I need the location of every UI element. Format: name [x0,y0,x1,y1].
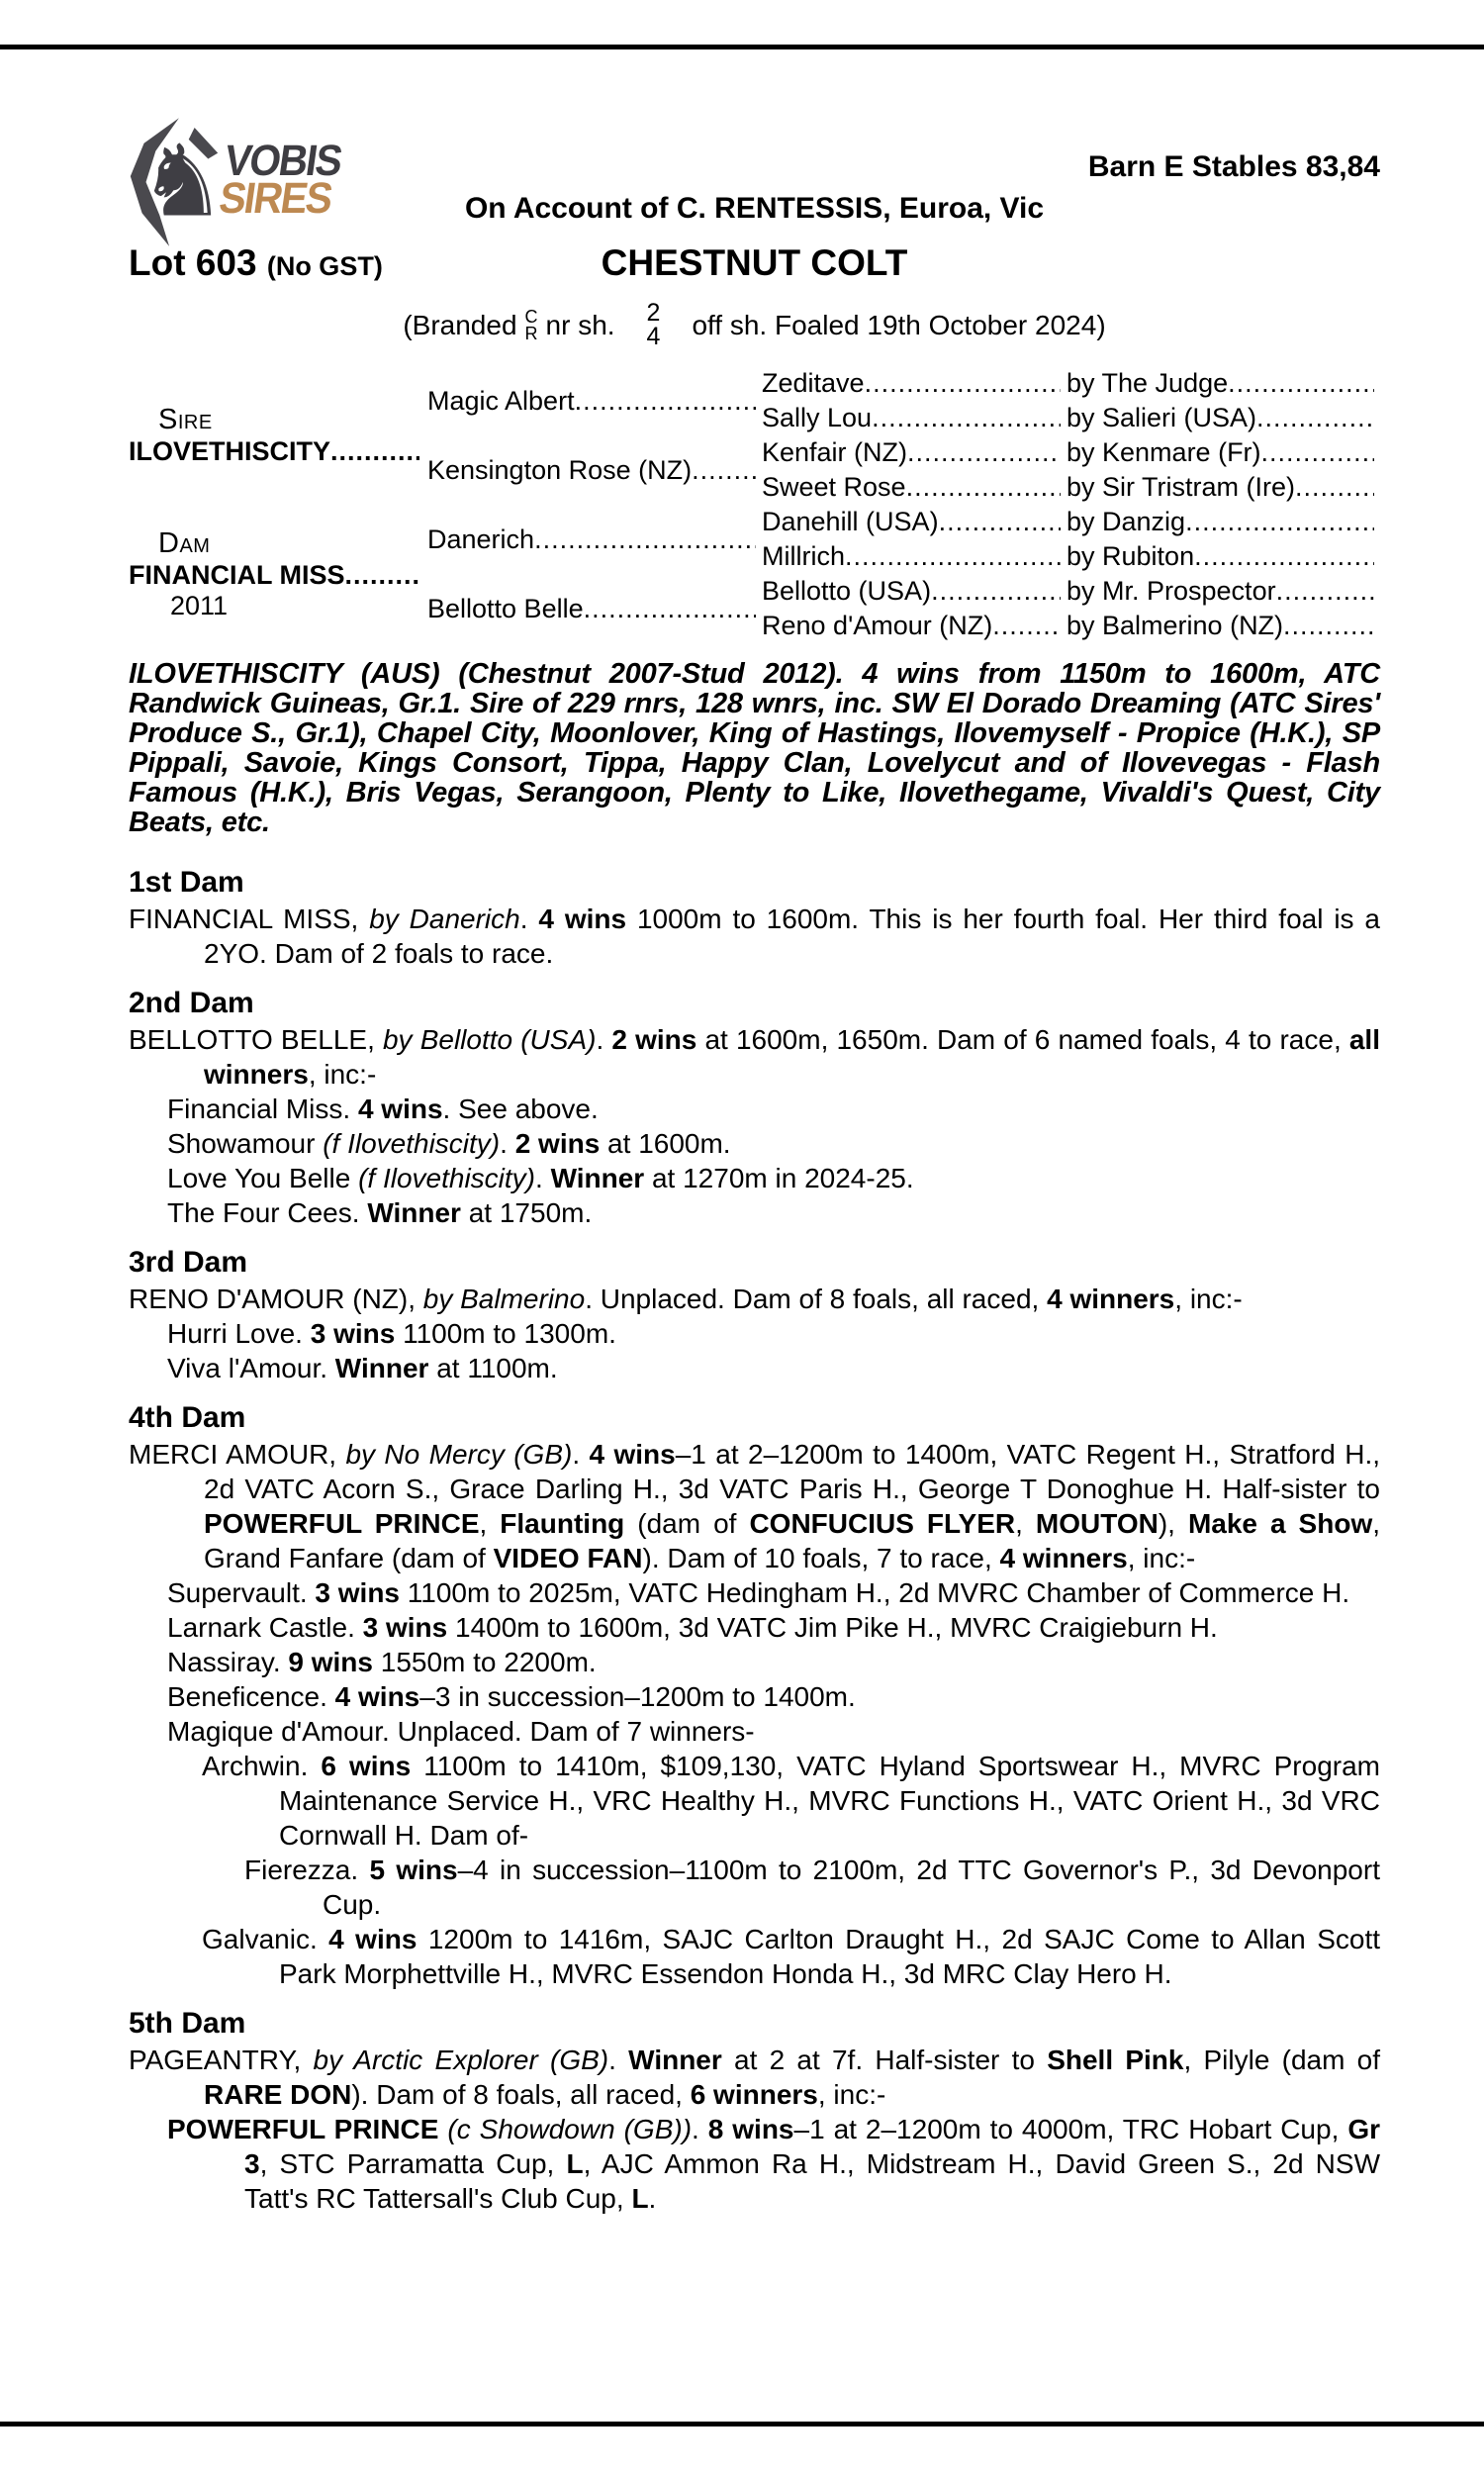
page-title: CHESTNUT COLT [601,242,908,283]
text-run: Magique d'Amour. Unplaced. Dam of 7 winners- [167,1716,755,1747]
gen3-ancestor [762,435,1067,470]
logo-wordmark [216,137,344,223]
text-run: –4 in succession–1100m to 2100m, 2d TTC Governor's P., 3d Devonport Cup. [323,1855,1380,1920]
ancestor-name: Bellotto Belle [427,593,584,623]
dam-name: FINANCIAL MISS ..... [129,560,419,591]
pedigree-table [129,366,1380,643]
ancestor-name: Zeditave [762,368,865,398]
text-run: FINANCIAL MISS, [129,904,370,934]
leader-dots [1185,507,1374,537]
text-run: . [572,1439,590,1470]
text-run: Gr 3 [244,2114,1380,2179]
text-run: 4 wins [334,1681,420,1712]
pedigree-paragraph [129,1679,1380,1714]
ancestor-name: by Sir Tristram (Ire) [1067,472,1296,502]
lot-title-row [129,241,1380,287]
leader-dots [1256,403,1374,433]
text-run: CONFUCIUS FLYER [749,1508,1016,1539]
text-run: –1 at 2–1200m to 1400m, VATC Regent H., Stratford H., 2d VATC Acorn S., Grace Darling H., 3d VATC Paris H., George T Donoghue H. Half-sister to [204,1439,1380,1504]
gen2-ancestor [427,366,762,435]
text-run: 1100m to 2025m, VATC Hedingham H., 2d MVRC Chamber of Commerce H. [400,1577,1350,1608]
brand-mid: nr sh. [545,310,615,340]
text-run: POWERFUL PRINCE [167,2114,448,2144]
ancestor-name: by Balmerino (NZ) [1067,611,1284,640]
text-run: . [535,1163,551,1193]
gen3-ancestor [762,609,1067,643]
dam-year: 2011 [170,590,229,620]
text-run: , inc:- [308,1059,377,1090]
text-run: . [500,1128,515,1159]
gen3-sire-of [1067,366,1380,401]
gen2-ancestor [427,505,762,574]
ancestor-name: by Rubiton [1067,541,1195,571]
text-run: Showamour [167,1128,324,1159]
dam-section-heading: 1st Dam [129,866,244,899]
horse-and-jockey-icon [121,113,228,253]
pedigree-paragraph [129,1126,1380,1161]
gen3-ancestor [762,539,1067,574]
text-run: all winners [204,1024,1380,1090]
text-run: 4 winners [1047,1284,1175,1314]
dam-section [129,987,1380,1230]
text-run: at 1600m, 1650m. Dam of 6 named foals, 4 to race, [696,1024,1349,1055]
ancestor-name: by Mr. Prospector [1067,576,1276,606]
brand-line [129,295,1380,356]
text-run: Winner [367,1197,461,1228]
text-run: . [596,1024,612,1055]
brand-suffix: off sh. Foaled 19th October 2024) [692,310,1106,340]
text-run: (f Ilovethiscity) [358,1163,535,1193]
text-run: –1 at 2–1200m to 4000m, TRC Hobart Cup, [793,2114,1348,2144]
gen3-sire-of [1067,505,1380,539]
text-run: 6 wins [321,1751,412,1781]
near-shoulder-brand: C R [524,306,538,343]
text-run: , Pilyle (dam of [1183,2045,1380,2075]
text-run: Love You Belle [167,1163,359,1193]
dam-section [129,866,1380,971]
text-run: Make a Show [1187,1508,1373,1539]
gen3-ancestor [762,505,1067,539]
sire-label: Sire [158,404,213,435]
text-run: . Unplaced. Dam of 8 foals, all raced, [585,1284,1048,1314]
leader-dots [692,455,756,486]
text-run: 2 wins [611,1024,697,1055]
leader-dots [872,403,1061,433]
logo-line2: SIRES [216,174,334,223]
pedigree-paragraph [129,1316,1380,1351]
text-run: 1100m to 1300m. [395,1318,616,1349]
text-run: , STC Parramatta Cup, [259,2148,567,2179]
text-run: ). Dam of 8 foals, all raced, [351,2079,691,2110]
text-run: 6 winners [690,2079,818,2110]
pedigree-paragraph [129,1575,1380,1610]
off-shoulder-brand: 2 4 [646,299,661,350]
sire-block [129,366,427,505]
leader-dots [939,507,1061,537]
brand-prefix: (Branded [403,310,517,340]
dam-section-heading: 5th Dam [129,2007,246,2040]
ancestor-name: Kenfair (NZ) [762,437,908,467]
pedigree-paragraph [129,1195,1380,1230]
dam-section [129,1246,1380,1385]
leader-dots [575,386,756,417]
text-run: 4 winners [999,1543,1128,1573]
gen3-sire-of [1067,435,1380,470]
pedigree-paragraph [129,1853,1380,1922]
text-run: ), [1158,1508,1188,1539]
text-run: 1550m to 2200m. [372,1647,597,1677]
text-run: Supervault. [167,1577,316,1608]
ancestor-name: Sweet Rose [762,472,906,502]
dam-section [129,2007,1380,2216]
text-run: Hurri Love. [167,1318,311,1349]
text-run: by Danerich [369,904,520,934]
gen3-sire-of [1067,401,1380,435]
text-run: (c Showdown (GB)) [447,2114,693,2144]
ancestor-name: by Danzig [1067,507,1186,536]
text-run: 1400m to 1600m, 3d VATC Jim Pike H., MVRC Craigieburn H. [447,1612,1218,1643]
lot-label: Lot 603 [129,242,257,283]
text-run: The Four Cees. [167,1197,368,1228]
text-run: Viva l'Amour. [167,1353,335,1383]
text-run: , inc:- [1174,1284,1243,1314]
text-run: POWERFUL PRINCE [204,1508,480,1539]
text-run: PAGEANTRY, [129,2045,314,2075]
gen3-sire-of [1067,609,1380,643]
text-run: at 1600m. [600,1128,731,1159]
sire-name: ILOVETHISCITY ..... [129,436,419,467]
gen3-sire-of [1067,470,1380,505]
text-run: 4 wins [328,1924,417,1954]
text-run: by Balmerino [422,1284,586,1314]
text-run: . [648,2183,657,2214]
dam-section [129,1401,1380,1991]
text-run: at 1750m. [460,1197,593,1228]
text-run: RARE DON [204,2079,352,2110]
text-run: ILOVETHISCITY (AUS) (Chestnut 2007-Stud 2012). 4 wins from 1150m to 1600m, ATC Randwick Guineas, Gr.1. Sire of 229 rnrs, 128 wnrs, inc. SW El Dorado Dreaming (ATC Sires' Produce S., Gr.1), Chapel City, Moonlover, King of Hastings, Ilovemyself - Propice (H.K.), SP Pippali, Savoie, Kings Consort, Tippa, Happy Clan, Lovelycut and of Ilovevegas - Flash Famous (H.K.), Bris Vegas, Serangoon, Plenty to Like, Ilovethegame, Vivaldi's Quest, City Beats, etc. [129,658,1380,838]
text-run: . [519,904,539,934]
text-run: , inc:- [1127,1543,1196,1573]
leader-dots [1283,611,1374,641]
text-run: (f Ilovethiscity) [323,1128,501,1159]
text-run: Shell Pink [1047,2045,1184,2075]
text-run: by Bellotto (USA) [382,1024,597,1055]
pedigree-paragraph [129,1714,1380,1749]
pedigree-paragraph [129,1282,1380,1316]
gen3-ancestor [762,401,1067,435]
ancestor-name: Reno d'Amour (NZ) [762,611,993,640]
text-run: 3 wins [310,1318,396,1349]
dam-section-heading: 3rd Dam [129,1246,248,1279]
text-run: at 2 at 7f. Half-sister to [721,2045,1048,2075]
pedigree-paragraph [129,1022,1380,1092]
text-run: Winner [550,1163,645,1193]
text-run: 1000m to 1600m. This is her fourth foal. Her third foal is a 2YO. Dam of 2 foals to race. [204,904,1380,969]
text-run: . [692,2114,708,2144]
page-content [129,49,1380,2216]
text-run: 1100m to 1410m, $109,130, VATC Hyland Sportswear H., MVRC Program Maintenance Service H., VRC Healthy H., MVRC Functions H., VATC Orient H., 3d VRC Cornwall H. Dam of- [279,1751,1380,1851]
lot-header [129,49,1380,356]
leader-dots [1228,368,1374,399]
pedigree-paragraph [129,1922,1380,1991]
text-run: 3 wins [362,1612,448,1643]
ancestor-name: Bellotto (USA) [762,576,932,606]
text-run: Galvanic. [202,1924,329,1954]
text-run: BELLOTTO BELLE, [129,1024,383,1055]
text-run: by Arctic Explorer (GB) [313,2045,609,2075]
text-run: ). Dam of 10 foals, 7 to race, [642,1543,1000,1573]
ancestor-name: Millrich [762,541,845,571]
text-run: , inc:- [817,2079,886,2110]
logo-line1: VOBIS [221,137,344,185]
text-run: 3 wins [315,1577,401,1608]
text-run: Archwin. [202,1751,322,1781]
text-run: , Grand Fanfare (dam of [204,1508,1381,1573]
leader-dots [1194,541,1374,572]
text-run: (dam of [624,1508,750,1539]
text-run: . [608,2045,629,2075]
text-run: . See above. [442,1094,599,1124]
leader-dots [865,368,1061,399]
dam-block [129,505,427,643]
leader-dots [330,436,419,467]
ancestor-name: Kensington Rose (NZ) [427,454,693,485]
text-run: Financial Miss. [167,1094,358,1124]
vobis-sires-logo [121,113,348,256]
dam-section-heading: 2nd Dam [129,987,254,1019]
text-run: Beneficence. [167,1681,335,1712]
text-run: 4 wins [538,904,627,934]
text-run: Fierezza. [244,1855,370,1885]
leader-dots [1276,576,1374,607]
leader-dots [1295,472,1374,503]
text-run: at 1270m in 2024-25. [644,1163,914,1193]
pedigree-paragraph [129,1645,1380,1679]
text-run: 5 wins [369,1855,458,1885]
pedigree-paragraph [129,1351,1380,1385]
pedigree-paragraph [129,902,1380,971]
text-run: 1200m to 1416m, SAJC Carlton Draught H., 2d SAJC Come to Allan Scott Park Morphettville H., MVRC Essendon Honda H., 3d MRC Clay Hero H. [279,1924,1381,1989]
text-run: Flaunting [500,1508,625,1539]
leader-dots [345,560,419,591]
pedigree-paragraph [129,1610,1380,1645]
ancestor-name: by The Judge [1067,368,1229,398]
text-run: –3 in succession–1200m to 1400m. [419,1681,856,1712]
text-run: Nassiray. [167,1647,289,1677]
leader-dots [931,576,1061,607]
gen3-ancestor [762,366,1067,401]
text-run: MERCI AMOUR, [129,1439,346,1470]
text-run: 2 wins [514,1128,601,1159]
gen3-sire-of [1067,539,1380,574]
no-gst-label: (No GST) [266,251,383,281]
gen3-sire-of [1067,574,1380,609]
text-run: , AJC Ammon Ra H., Midstream H., David Green S., 2d NSW Tatt's RC Tattersall's Club Cup, [244,2148,1380,2214]
gen3-ancestor [762,574,1067,609]
text-run: Winner [334,1353,429,1383]
bottom-rule [0,2422,1484,2426]
text-run: , [1015,1508,1036,1539]
text-run: Larnark Castle. [167,1612,363,1643]
leader-dots [1261,437,1374,468]
account-of: On Account of C. RENTESSIS, Euroa, Vic [464,192,1045,225]
ancestor-name: Sally Lou [762,403,873,432]
ancestor-name: Danehill (USA) [762,507,939,536]
text-run: 4 wins [357,1094,443,1124]
text-run: 9 wins [288,1647,373,1677]
pedigree-paragraph [129,1092,1380,1126]
leader-dots [845,541,1061,572]
text-run: RENO D'AMOUR (NZ), [129,1284,423,1314]
text-run: MOUTON [1035,1508,1159,1539]
text-run: 8 wins [707,2114,794,2144]
leader-dots [906,472,1061,503]
text-run: VIDEO FAN [493,1543,643,1573]
ancestor-name: Danerich [427,523,535,554]
leader-dots [992,611,1061,641]
sire-blurb [129,659,1380,837]
leader-dots [907,437,1061,468]
ancestor-name: by Kenmare (Fr) [1067,437,1261,467]
ancestor-name: by Salieri (USA) [1067,403,1257,432]
barn-stables: Barn E Stables 83,84 [1087,150,1380,183]
gen2-ancestor [427,435,762,505]
text-run: , [479,1508,501,1539]
leader-dots [534,524,756,555]
leader-dots [584,594,756,624]
text-run: at 1100m. [428,1353,558,1383]
pedigree-paragraph [129,1161,1380,1195]
text-run: by No Mercy (GB) [345,1439,573,1470]
gen3-ancestor [762,470,1067,505]
pedigree-paragraph [129,2043,1380,2112]
text-run: 4 wins [589,1439,676,1470]
text-run: L [631,2183,649,2214]
dam-label: Dam [158,526,211,559]
pedigree-paragraph [129,2112,1380,2216]
text-run: Winner [628,2045,722,2075]
dam-section-heading: 4th Dam [129,1401,246,1434]
svg-text:♞: ♞ [138,123,228,239]
ancestor-name: Magic Albert [427,385,575,416]
pedigree-paragraph [129,1749,1380,1853]
pedigree-paragraph [129,1437,1380,1575]
gen2-ancestor [427,574,762,643]
dam-sections [129,866,1380,2216]
text-run: L [566,2148,584,2179]
